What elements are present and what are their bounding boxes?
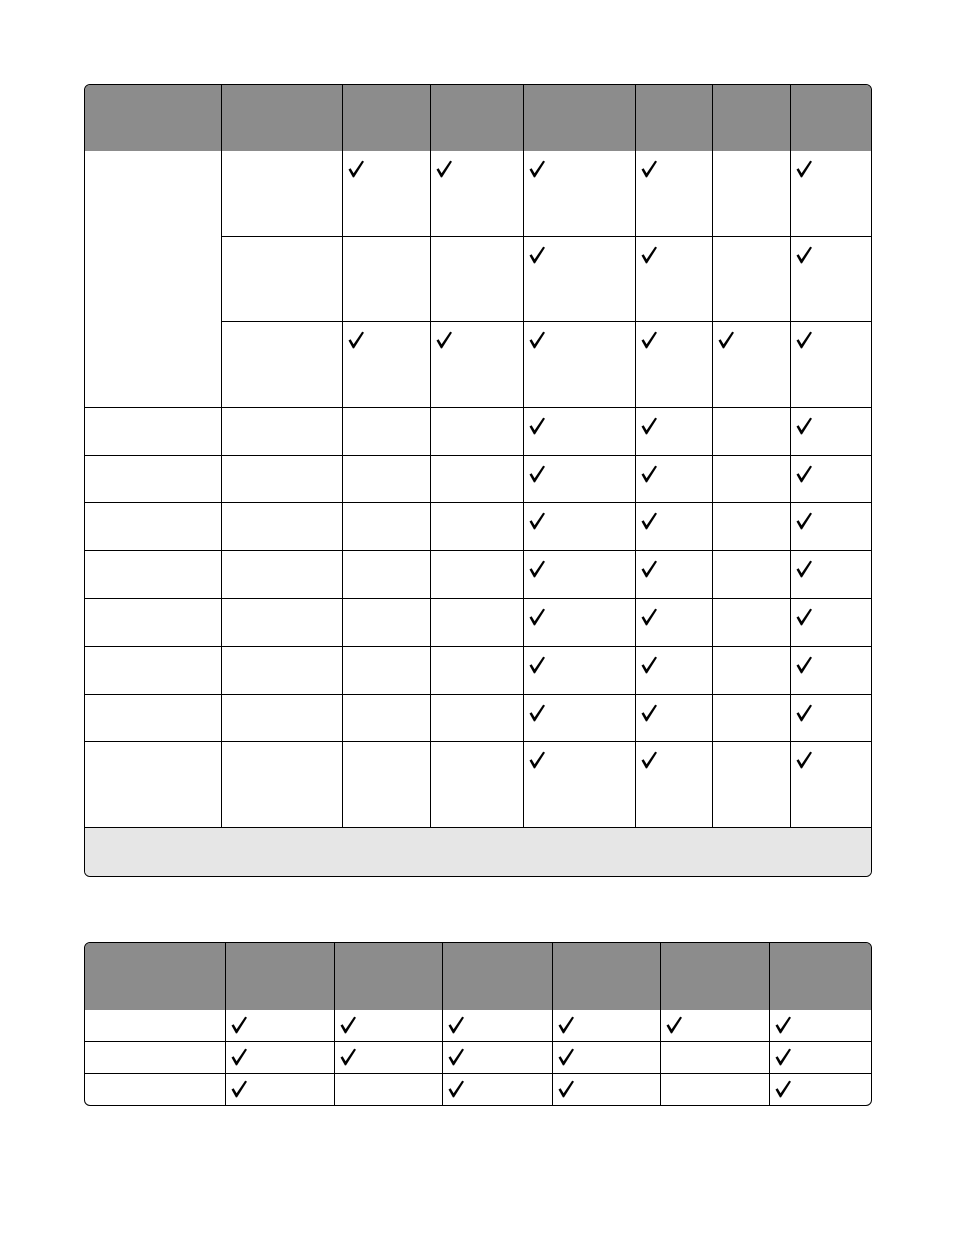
check-mark-icon xyxy=(338,1015,358,1035)
table-cell xyxy=(222,408,343,456)
table-cell xyxy=(222,322,343,408)
table-cell xyxy=(85,1074,226,1105)
check-mark-icon xyxy=(639,511,659,531)
table-cell xyxy=(713,151,791,237)
table-cell xyxy=(553,1042,661,1074)
check-mark-icon xyxy=(434,330,454,350)
table-row xyxy=(85,151,871,237)
table-cell xyxy=(85,551,222,599)
check-mark-icon xyxy=(527,703,547,723)
table-row xyxy=(85,456,871,503)
table-cell xyxy=(343,551,431,599)
check-mark-icon xyxy=(794,559,814,579)
table-row xyxy=(85,1074,871,1105)
table-cell xyxy=(524,503,636,551)
check-mark-icon xyxy=(773,1079,793,1099)
column-header xyxy=(85,943,226,1010)
table-cell xyxy=(343,647,431,695)
table-cell xyxy=(713,408,791,456)
check-mark-icon xyxy=(794,464,814,484)
check-mark-icon xyxy=(794,655,814,675)
table-cell xyxy=(770,1010,871,1042)
table-cell xyxy=(524,322,636,408)
table-cell xyxy=(85,695,222,742)
column-header xyxy=(85,85,222,151)
check-mark-icon xyxy=(527,416,547,436)
table-cell xyxy=(431,151,524,237)
table-cell xyxy=(524,599,636,647)
table-cell xyxy=(636,742,713,828)
column-header xyxy=(636,85,713,151)
table-cell xyxy=(770,1074,871,1105)
check-mark-icon xyxy=(794,159,814,179)
table-cell xyxy=(226,1074,335,1105)
table-cell xyxy=(335,1074,443,1105)
table-cell xyxy=(713,742,791,828)
table-cell xyxy=(524,647,636,695)
table-cell xyxy=(226,1042,335,1074)
table-cell xyxy=(431,237,524,322)
table-row xyxy=(85,1042,871,1074)
column-header xyxy=(770,943,871,1010)
table-cell xyxy=(524,695,636,742)
check-mark-icon xyxy=(527,559,547,579)
table-cell xyxy=(222,742,343,828)
table-cell xyxy=(791,322,871,408)
table-cell xyxy=(343,237,431,322)
table-cell xyxy=(431,456,524,503)
table-cell xyxy=(636,599,713,647)
table-cell xyxy=(524,151,636,237)
check-mark-icon xyxy=(527,330,547,350)
table-cell xyxy=(713,551,791,599)
check-mark-icon xyxy=(229,1015,249,1035)
check-mark-icon xyxy=(527,464,547,484)
table-cell xyxy=(661,1042,770,1074)
table-cell xyxy=(553,1074,661,1105)
check-mark-icon xyxy=(434,159,454,179)
table-cell xyxy=(636,408,713,456)
table-cell xyxy=(343,503,431,551)
table-cell xyxy=(431,551,524,599)
table-header-row xyxy=(85,943,871,1010)
column-header xyxy=(791,85,871,151)
check-mark-icon xyxy=(639,245,659,265)
table-cell xyxy=(443,1042,553,1074)
check-mark-icon xyxy=(556,1015,576,1035)
table-cell xyxy=(636,456,713,503)
check-mark-icon xyxy=(446,1015,466,1035)
table-header-row xyxy=(85,85,871,151)
check-mark-icon xyxy=(346,330,366,350)
check-mark-icon xyxy=(527,607,547,627)
check-mark-icon xyxy=(639,464,659,484)
column-header xyxy=(335,943,443,1010)
table-cell xyxy=(85,503,222,551)
column-header xyxy=(443,943,553,1010)
check-mark-icon xyxy=(716,330,736,350)
compatibility-table xyxy=(84,942,872,1106)
table-cell xyxy=(226,1010,335,1042)
check-mark-icon xyxy=(639,159,659,179)
check-mark-icon xyxy=(639,416,659,436)
table-cell xyxy=(222,647,343,695)
check-mark-icon xyxy=(639,655,659,675)
table-cell xyxy=(636,695,713,742)
column-header xyxy=(343,85,431,151)
table-cell xyxy=(636,237,713,322)
table-cell xyxy=(791,237,871,322)
table-row xyxy=(85,695,871,742)
table-cell xyxy=(791,695,871,742)
check-mark-icon xyxy=(794,703,814,723)
table-row xyxy=(85,408,871,456)
table-cell xyxy=(791,456,871,503)
check-mark-icon xyxy=(527,655,547,675)
check-mark-icon xyxy=(773,1015,793,1035)
table-cell xyxy=(791,551,871,599)
check-mark-icon xyxy=(639,750,659,770)
check-mark-icon xyxy=(639,703,659,723)
check-mark-icon xyxy=(527,159,547,179)
table-cell xyxy=(85,408,222,456)
check-mark-icon xyxy=(794,330,814,350)
table-cell xyxy=(85,647,222,695)
check-mark-icon xyxy=(794,245,814,265)
table-cell xyxy=(85,456,222,503)
table-cell xyxy=(222,237,343,322)
table-row xyxy=(85,599,871,647)
table-row xyxy=(85,742,871,828)
table-cell xyxy=(713,456,791,503)
table-cell xyxy=(85,1010,226,1042)
table-cell xyxy=(524,742,636,828)
column-header xyxy=(226,943,335,1010)
check-mark-icon xyxy=(338,1047,358,1067)
table-cell xyxy=(431,503,524,551)
table-cell xyxy=(791,408,871,456)
table-cell xyxy=(222,503,343,551)
table-cell xyxy=(713,322,791,408)
table-cell xyxy=(343,322,431,408)
table-row xyxy=(85,1010,871,1042)
table-cell xyxy=(524,456,636,503)
table-cell xyxy=(443,1074,553,1105)
check-mark-icon xyxy=(556,1079,576,1099)
table-cell xyxy=(431,322,524,408)
column-header xyxy=(661,943,770,1010)
table-cell xyxy=(791,503,871,551)
check-mark-icon xyxy=(229,1079,249,1099)
table-cell xyxy=(791,647,871,695)
check-mark-icon xyxy=(346,159,366,179)
table-cell xyxy=(636,151,713,237)
table-cell xyxy=(713,503,791,551)
table-cell xyxy=(222,456,343,503)
table-note-row xyxy=(85,828,871,876)
check-mark-icon xyxy=(556,1047,576,1067)
check-mark-icon xyxy=(446,1079,466,1099)
check-mark-icon xyxy=(794,511,814,531)
table-cell xyxy=(343,408,431,456)
check-mark-icon xyxy=(639,559,659,579)
table-cell xyxy=(85,599,222,647)
table-cell xyxy=(343,456,431,503)
table-cell xyxy=(524,237,636,322)
column-header xyxy=(524,85,636,151)
table-cell xyxy=(524,408,636,456)
check-mark-icon xyxy=(527,245,547,265)
table-cell xyxy=(343,599,431,647)
table-cell xyxy=(222,599,343,647)
check-mark-icon xyxy=(794,416,814,436)
table-cell xyxy=(713,695,791,742)
table-cell xyxy=(713,647,791,695)
check-mark-icon xyxy=(527,511,547,531)
column-header xyxy=(222,85,343,151)
column-header xyxy=(431,85,524,151)
table-cell xyxy=(431,647,524,695)
table-cell xyxy=(343,742,431,828)
table-cell xyxy=(343,695,431,742)
table-cell xyxy=(524,551,636,599)
table-cell xyxy=(713,237,791,322)
check-mark-icon xyxy=(639,607,659,627)
check-mark-icon xyxy=(639,330,659,350)
table-note xyxy=(85,828,871,876)
table-cell xyxy=(636,551,713,599)
table-row xyxy=(85,647,871,695)
table-cell xyxy=(770,1042,871,1074)
table-cell xyxy=(431,695,524,742)
table-cell xyxy=(661,1010,770,1042)
check-mark-icon xyxy=(229,1047,249,1067)
table-cell xyxy=(791,599,871,647)
table-row xyxy=(85,551,871,599)
table-cell xyxy=(335,1010,443,1042)
table-cell xyxy=(636,503,713,551)
column-header xyxy=(713,85,791,151)
check-mark-icon xyxy=(664,1015,684,1035)
table-cell xyxy=(791,151,871,237)
check-mark-icon xyxy=(527,750,547,770)
table-cell xyxy=(85,742,222,828)
table-cell xyxy=(443,1010,553,1042)
table-row xyxy=(85,503,871,551)
check-mark-icon xyxy=(446,1047,466,1067)
check-mark-icon xyxy=(794,607,814,627)
table-cell xyxy=(85,1042,226,1074)
table-cell xyxy=(636,647,713,695)
table-cell xyxy=(713,599,791,647)
table-cell xyxy=(661,1074,770,1105)
table-cell xyxy=(791,742,871,828)
table-cell xyxy=(222,695,343,742)
check-mark-icon xyxy=(794,750,814,770)
table-cell xyxy=(222,151,343,237)
check-mark-icon xyxy=(773,1047,793,1067)
table-cell xyxy=(222,551,343,599)
table-cell xyxy=(343,151,431,237)
column-header xyxy=(553,943,661,1010)
table-cell xyxy=(335,1042,443,1074)
feature-matrix-table xyxy=(84,84,872,877)
table-cell xyxy=(431,408,524,456)
table-cell xyxy=(636,322,713,408)
table-cell xyxy=(431,599,524,647)
table-cell xyxy=(85,151,222,408)
table-cell xyxy=(553,1010,661,1042)
table-cell xyxy=(431,742,524,828)
